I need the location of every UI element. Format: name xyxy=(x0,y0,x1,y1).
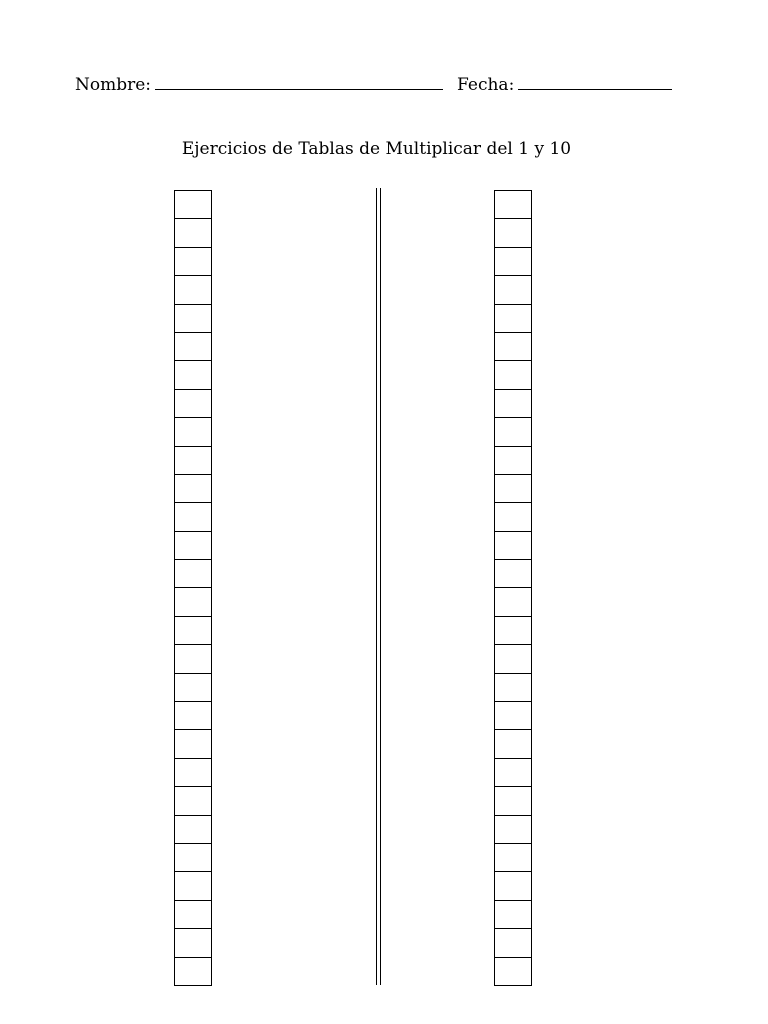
answer-box[interactable] xyxy=(174,957,212,986)
answer-box[interactable] xyxy=(174,701,212,729)
answer-box[interactable] xyxy=(174,843,212,871)
answer-box[interactable] xyxy=(494,332,532,360)
answer-box[interactable] xyxy=(174,559,212,587)
answer-box[interactable] xyxy=(174,389,212,417)
answer-box[interactable] xyxy=(494,218,532,246)
answer-box[interactable] xyxy=(494,190,532,218)
answer-box[interactable] xyxy=(494,616,532,644)
answer-box[interactable] xyxy=(174,446,212,474)
page-title: Ejercicios de Tablas de Multiplicar del 1 y 10 xyxy=(181,139,572,159)
answer-box[interactable] xyxy=(174,786,212,814)
answer-box[interactable] xyxy=(494,729,532,757)
answer-box[interactable] xyxy=(494,446,532,474)
answer-box[interactable] xyxy=(174,758,212,786)
column-divider xyxy=(380,188,381,985)
answer-box[interactable] xyxy=(494,360,532,388)
answer-box[interactable] xyxy=(494,474,532,502)
answer-box[interactable] xyxy=(494,957,532,986)
answer-box[interactable] xyxy=(174,531,212,559)
answer-box[interactable] xyxy=(174,417,212,445)
answer-box[interactable] xyxy=(174,616,212,644)
answer-box[interactable] xyxy=(494,304,532,332)
answer-box[interactable] xyxy=(174,360,212,388)
answer-box[interactable] xyxy=(174,332,212,360)
column-divider xyxy=(376,188,377,985)
answer-box[interactable] xyxy=(494,531,532,559)
answer-box[interactable] xyxy=(174,729,212,757)
answer-box[interactable] xyxy=(494,502,532,530)
answer-box[interactable] xyxy=(174,871,212,899)
header-line xyxy=(75,73,672,95)
answer-box[interactable] xyxy=(494,701,532,729)
answer-box[interactable] xyxy=(174,247,212,275)
answer-box[interactable] xyxy=(494,559,532,587)
answer-box[interactable] xyxy=(494,871,532,899)
answer-box[interactable] xyxy=(494,417,532,445)
answer-box[interactable] xyxy=(494,758,532,786)
answer-box[interactable] xyxy=(494,275,532,303)
answer-box[interactable] xyxy=(494,587,532,615)
answer-box[interactable] xyxy=(174,673,212,701)
answer-box[interactable] xyxy=(174,928,212,956)
answer-box[interactable] xyxy=(494,928,532,956)
answer-box[interactable] xyxy=(494,815,532,843)
answer-box[interactable] xyxy=(494,843,532,871)
answer-box[interactable] xyxy=(174,190,212,218)
date-field[interactable] xyxy=(518,73,672,90)
name-label: Nombre: xyxy=(75,75,152,95)
answer-box[interactable] xyxy=(494,644,532,672)
answer-box[interactable] xyxy=(174,587,212,615)
name-field[interactable] xyxy=(155,73,443,90)
answer-box[interactable] xyxy=(174,275,212,303)
answer-box[interactable] xyxy=(174,815,212,843)
answer-box[interactable] xyxy=(494,247,532,275)
date-label: Fecha: xyxy=(457,75,515,95)
answer-box[interactable] xyxy=(174,474,212,502)
answer-box[interactable] xyxy=(174,644,212,672)
answer-box[interactable] xyxy=(174,304,212,332)
answer-box[interactable] xyxy=(174,502,212,530)
answer-box[interactable] xyxy=(494,673,532,701)
answer-box[interactable] xyxy=(174,900,212,928)
answer-box[interactable] xyxy=(174,218,212,246)
answer-box[interactable] xyxy=(494,900,532,928)
answer-box[interactable] xyxy=(494,389,532,417)
answer-box[interactable] xyxy=(494,786,532,814)
